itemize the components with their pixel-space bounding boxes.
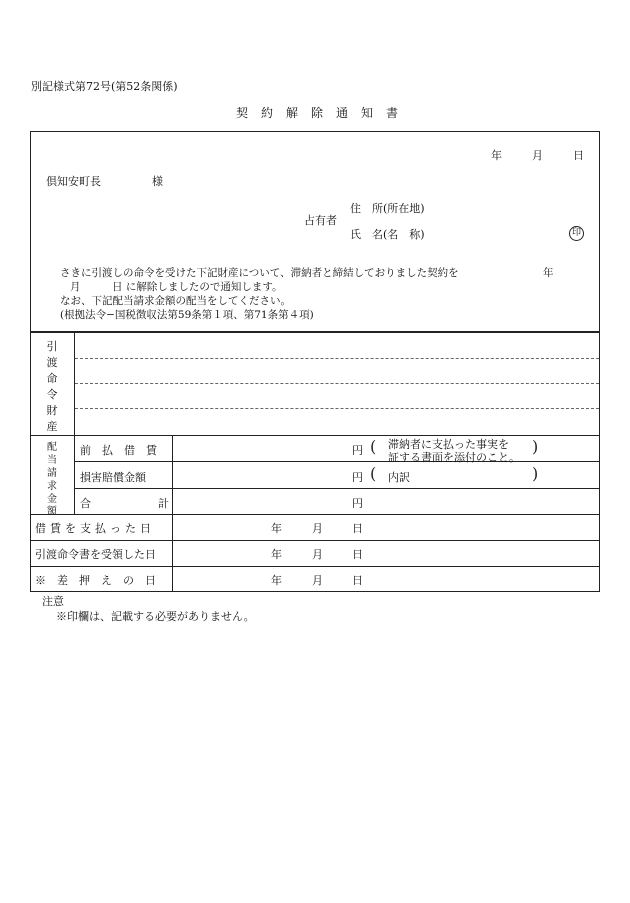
document-title: 契約解除通知書 [236, 106, 412, 120]
claim-row-divider-2 [75, 488, 600, 489]
order-received-date-label: 引渡命令書を受領した日 [35, 548, 156, 561]
rent-paid-year: 年 [271, 522, 282, 535]
body-line-4: (根拠法令−国税徴収法第59条第１項、第71条第４項) [60, 309, 314, 321]
date-year: 年 [491, 149, 502, 162]
body-line-2: 日 に解除しましたので通知します。 [112, 281, 283, 293]
form-number: 別記様式第72号(第52条関係) [31, 80, 178, 93]
property-label-char: 令 [46, 388, 58, 401]
left-bracket-icon: ( [370, 437, 377, 456]
prepaid-rent-unit: 円 [352, 444, 363, 457]
left-bracket-icon: ( [370, 464, 377, 483]
total-label-right: 計 [158, 497, 169, 510]
prepaid-rent-note-1: 滞納者に支払った事実を [388, 438, 509, 451]
claim-label-char: 配 [47, 442, 57, 453]
claim-label-char: 求 [47, 481, 57, 492]
addressee-honorific: 様 [152, 175, 163, 188]
date-row-divider-1 [30, 514, 600, 515]
notes-item: ※印欄は、記載する必要がありません。 [56, 610, 255, 623]
date-row-divider-3 [30, 566, 600, 567]
claim-label-char: 金 [47, 494, 57, 505]
right-bracket-icon: ) [532, 464, 539, 483]
property-label-char: 渡 [46, 356, 58, 369]
occupant-label: 占有者 [304, 214, 337, 227]
body-line-3: なお、下記配当請求金額の配当をしてください。 [60, 295, 291, 307]
property-label-char: 財 [46, 404, 58, 417]
property-label-char: 産 [46, 420, 58, 433]
body-line-2-month: 月 [70, 281, 81, 293]
occupant-name-label: 氏 名(名 称) [350, 228, 425, 241]
order-received-year: 年 [271, 548, 282, 561]
total-unit: 円 [352, 497, 363, 510]
prepaid-rent-note-2: 証する書面を添付のこと。 [388, 451, 520, 464]
damages-unit: 円 [352, 471, 363, 484]
body-line-1: さきに引渡しの命令を受けた下記財産について、滞納者と締結しておりました契約を [60, 267, 459, 279]
rent-paid-date-label: 借賃を支払った日 [35, 522, 155, 535]
body-line-1-year: 年 [543, 267, 554, 279]
total-label-left: 合 [80, 497, 91, 510]
claim-label-char: 請 [47, 468, 57, 479]
seizure-day: 日 [352, 574, 363, 587]
claim-row-divider-1 [75, 461, 600, 462]
property-line-2 [75, 383, 599, 384]
date-month: 月 [532, 149, 543, 162]
property-line-3 [75, 408, 599, 409]
order-received-day: 日 [352, 548, 363, 561]
property-section-bottom [30, 435, 600, 436]
claim-label-char: 当 [47, 455, 57, 466]
claim-label-char: 額 [47, 506, 57, 517]
property-label-char: 命 [46, 372, 58, 385]
rent-paid-day: 日 [352, 522, 363, 535]
addressee-name: 倶知安町長 [46, 175, 101, 188]
seal-icon: 印 [569, 226, 584, 241]
notes-heading: 注意 [42, 595, 64, 608]
occupant-address-label: 住 所(所在地) [350, 202, 425, 215]
rent-paid-month: 月 [312, 522, 323, 535]
property-line-1 [75, 358, 599, 359]
damages-note: 内訳 [388, 471, 410, 484]
date-day: 日 [573, 149, 584, 162]
property-label-char: 引 [46, 340, 58, 353]
damages-label: 損害賠償金額 [80, 471, 146, 484]
seizure-date-label: ※ 差 押 え の 日 [35, 574, 156, 587]
seizure-month: 月 [312, 574, 323, 587]
right-bracket-icon: ) [532, 437, 539, 456]
seizure-year: 年 [271, 574, 282, 587]
order-received-month: 月 [312, 548, 323, 561]
prepaid-rent-label: 前 払 借 賃 [80, 444, 157, 457]
date-row-divider-2 [30, 540, 600, 541]
